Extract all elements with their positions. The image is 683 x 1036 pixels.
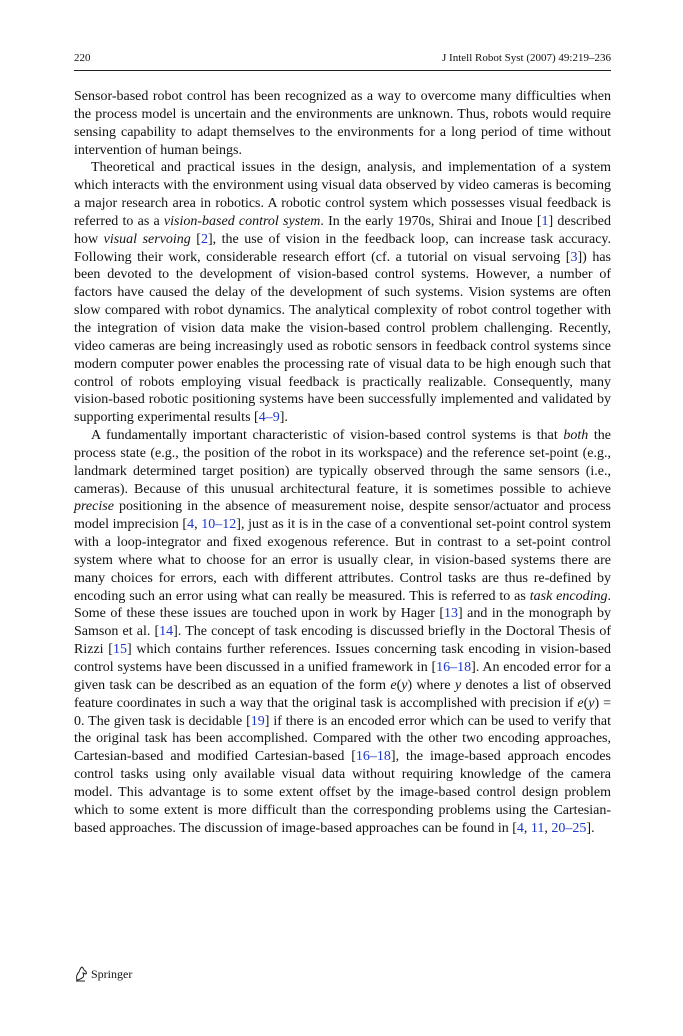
paragraph-2: Theoretical and practical issues in the design, analysis, and implementation of a system which interacts with the environment using visual data observed by video cameras is becoming a major research area in robotics. A robotic control system which possesses visual feedback is referred to as a vision-based control system. In the early 1970s, Shirai and Inoue [1] described how visual servoing [2], the use of vision in the feedback loop, can increase task accuracy. Following their work, considerable research effort (cf. a tutorial on visual servoing [3]) has been devoted to the development of vision-based control systems. However, a number of factors have caused the delay of the development of such systems. Vision systems are often slow compared with robot dynamics. The analytical complexity of robot control together with the integration of vision data make the vision-based control problem challenging. Recently, video cameras are being increasingly used as robotic sensors in feedback control systems since modern computer power enables the processing rate of visual data to be high enough such that control of robots employing visual feedback is practically realizable. Consequently, many vision-based robotic positioning systems have been successfully implemented and validated by supporting experimental results [4–9].	[74, 160, 612, 426]
citation-link[interactable]: 10–12	[201, 517, 237, 533]
math-var: e	[390, 677, 397, 693]
math-var: y	[588, 695, 595, 711]
paragraph-3: A fundamentally important characteristic of vision-based control systems is that both the process state (e.g., the position of the robot in its workspace) and the reference set-point (e.g., landmark determined target position) are typically observed through the same sensors (i.e., cameras). Because of this unusual architectural feature, it is sometimes possible to achieve precise positioning in the absence of measurement noise, despite sensor/actuator and process model imprecision [4, 10–12], just as it is in the case of a conventional set-point control system with a loop-integrator and fixed exogenous reference. But in contrast to a set-point control system where what to choose for an error is usually clear, in vision-based systems there are many choices for errors, each with different attributes. Control tasks are thus re-defined by encoding such an error using what can really be measured. This is referred to as task encoding. Some of these these issues are touched upon in work by Hager [13] and in the monograph by Samson et al. [14]. The concept of task encoding is discussed briefly in the Doctoral Thesis of Rizzi [15] which contains further references. Issues concerning task encoding in vision-based control systems have been discussed in a unified framework in [16–18]. An encoded error for a given task can be described as an equation of the form e(y) where y denotes a list of observed feature coordinates in such a way that the original task is accomplished with precision if e(y) = 0. The given task is decidable [19] if there is an encoded error which can be used to verify that the original task has been accomplished. Compared with the other two encoding approaches, Cartesian-based and modified Cartesian-based [16–18], the image-based approach encodes control tasks using only available visual data without requiring knowledge of the camera model. This advantage is to some extent offset by the image-based control design problem which to some extent is more difficult than the corresponding problems using the Cartesian-based approaches. The discussion of image-based approaches can be found in [4, 11, 20–25].	[74, 428, 612, 836]
term-both: both	[563, 428, 589, 444]
citation-link[interactable]: 20–25	[551, 820, 587, 836]
publisher-name: Springer	[91, 966, 133, 981]
citation-link[interactable]: 4	[516, 820, 524, 836]
header-rule	[74, 70, 611, 71]
term-vision-based-control: vision-based control system	[163, 213, 321, 229]
citation-link[interactable]: 13	[444, 606, 459, 622]
journal-citation: J Intell Robot Syst (2007) 49:219–236	[442, 52, 611, 64]
citation-link[interactable]: 16–18	[436, 660, 472, 675]
paragraph-1: Sensor-based robot control has been recognized as a way to overcome many difficulties when the process model is uncertain and the environments are unknown. Thus, robots would require sensing capability to adapt themselves to the environments for a long period of time without intervention of human beings.	[74, 89, 611, 158]
citation-link[interactable]: 15	[112, 642, 127, 658]
term-task-encoding: task encoding	[529, 588, 608, 604]
citation-link[interactable]: 16–18	[355, 749, 391, 765]
citation-link[interactable]: 1	[541, 213, 549, 229]
springer-horse-icon	[74, 966, 88, 982]
citation-link[interactable]: 4–9	[258, 410, 280, 426]
body-text	[74, 88, 611, 837]
math-var: e	[577, 695, 584, 711]
page-number: 220	[74, 52, 91, 64]
citation-link[interactable]: 19	[250, 713, 265, 729]
publisher-footer	[74, 966, 132, 982]
math-var: y	[454, 677, 462, 693]
term-visual-servoing: visual servoing	[103, 231, 191, 247]
citation-link[interactable]: 3	[570, 249, 578, 265]
citation-link[interactable]: 2	[200, 231, 208, 247]
citation-link[interactable]: 11	[530, 820, 545, 836]
citation-link[interactable]: 4	[187, 517, 195, 533]
citation-link[interactable]: 14	[159, 624, 174, 640]
term-precise: precise	[74, 499, 114, 515]
math-var: y	[401, 677, 408, 693]
